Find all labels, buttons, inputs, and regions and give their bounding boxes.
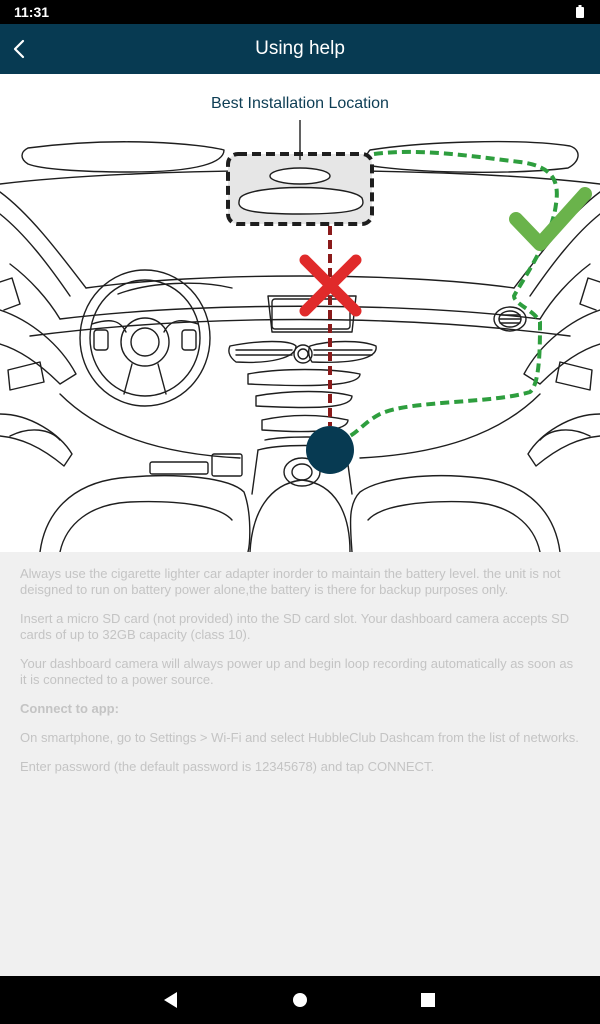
- battery-note: Always use the cigarette lighter car adapter inorder to maintain the battery level. the unit is not deisgned to run on battery power alone,the battery is there for backup purposes only.: [20, 566, 561, 597]
- home-icon[interactable]: [288, 988, 312, 1012]
- best-location-label: Best Installation Location: [211, 95, 389, 112]
- wifi-step: On smartphone, go to Settings > Wi-Fi and select HubbleClub Dashcam from the list of networks.: [20, 730, 579, 745]
- check-mark-icon: [516, 194, 585, 244]
- recommended-route-line: [350, 152, 557, 436]
- left-sun-visor: [22, 142, 224, 172]
- password-step: Enter password (the default password is 12345678) and tap CONNECT.: [20, 759, 435, 774]
- page-title: Using help: [255, 38, 345, 59]
- help-content: [20, 566, 580, 788]
- system-nav-bar: [0, 976, 600, 1024]
- installation-illustration: [0, 74, 600, 552]
- status-bar: [0, 0, 600, 24]
- power-socket-dot: [306, 426, 354, 474]
- connect-heading: Connect to app:: [20, 701, 119, 716]
- rearview-mirror: [228, 150, 372, 224]
- loop-recording-note: Your dashboard camera will always power up and begin loop recording automatically as soon as it is connected to a power source.: [20, 656, 574, 687]
- status-time: 11:31: [14, 4, 50, 20]
- app-bar: [0, 24, 600, 74]
- back-icon[interactable]: [159, 988, 183, 1012]
- recents-icon[interactable]: [416, 988, 440, 1012]
- sd-card-note: Insert a micro SD card (not provided) into the SD card slot. Your dashboard camera accepts SD cards of up to 32GB capacity (class 10).: [20, 611, 570, 642]
- car-interior-drawing: [0, 74, 600, 552]
- battery-icon: [576, 5, 584, 18]
